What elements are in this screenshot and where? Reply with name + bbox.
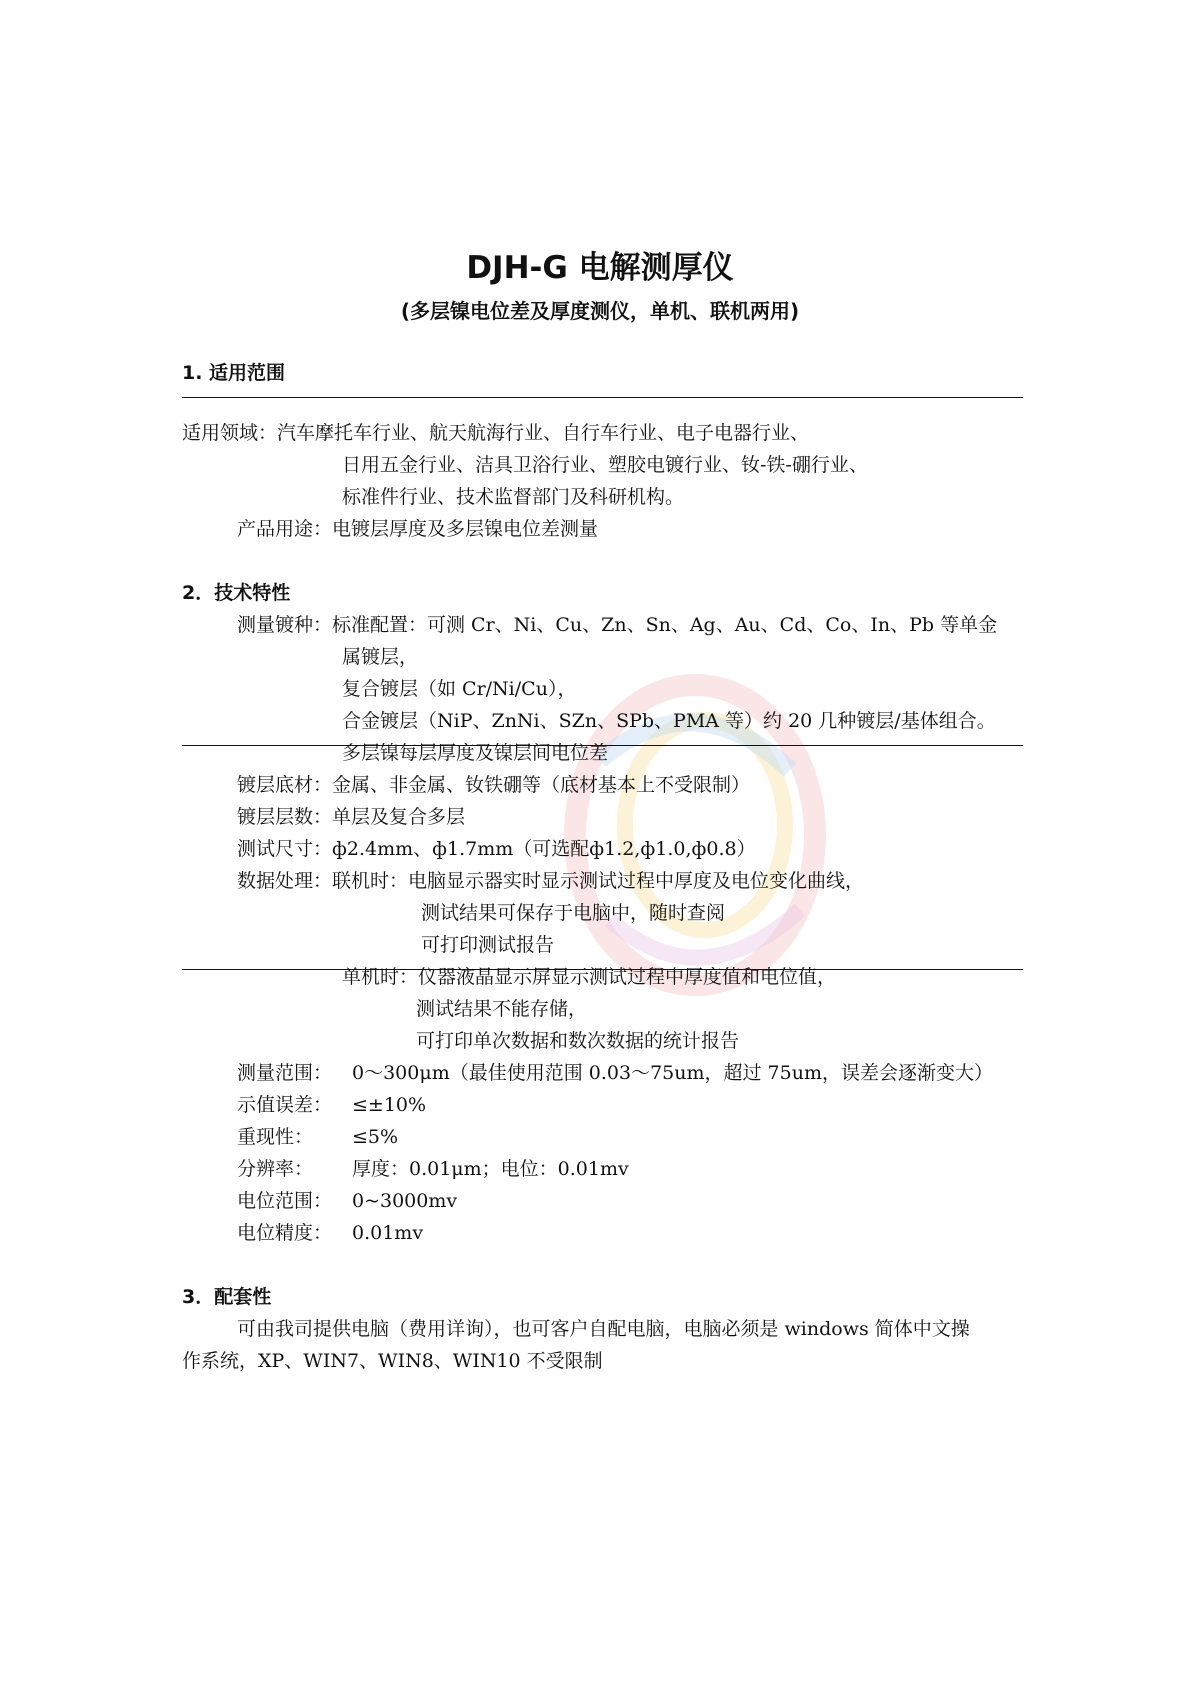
s2-line: 测试尺寸：ф2.4mm、ф1.7mm（可选配ф1.2,ф1.0,ф0.8） xyxy=(237,838,756,860)
spec-value: ≤5% xyxy=(352,1126,399,1148)
s2-line: 镀层底材：金属、非金属、钕铁硼等（底材基本上不受限制） xyxy=(237,774,751,796)
spec-label: 重现性： xyxy=(237,1126,314,1148)
s2-line: 合金镀层（NiP、ZnNi、SZn、SPb、PMA 等）约 20 几种镀层/基体组合。 xyxy=(342,710,996,732)
s1-line: 产品用途：电镀层厚度及多层镍电位差测量 xyxy=(237,518,599,540)
spec-value: 0~3000mv xyxy=(352,1190,458,1212)
s2-line: 测量镀种：标准配置：可测 Cr、Ni、Cu、Zn、Sn、Ag、Au、Cd、Co、In、Pb 等单金 xyxy=(237,614,998,636)
s2-line: 属镀层， xyxy=(342,646,419,668)
spec-label: 电位精度： xyxy=(237,1222,333,1244)
s3-line: 作系统，XP、WIN7、WIN8、WIN10 不受限制 xyxy=(182,1350,603,1372)
s2-line: 可打印测试报告 xyxy=(421,934,555,956)
spec-value: 厚度：0.01μm；电位：0.01mv xyxy=(352,1158,629,1180)
section-1-divider xyxy=(182,397,1023,398)
section-3-heading: 3．配套性 xyxy=(182,1286,272,1308)
s2-line: 单机时：仪器液晶显示屏显示测试过程中厚度值和电位值， xyxy=(342,966,837,988)
page-title: DJH-G 电解测厚仪 xyxy=(466,250,734,286)
section-2-heading: 2．技术特性 xyxy=(182,582,291,604)
s1-line: 日用五金行业、洁具卫浴行业、塑胶电镀行业、钕-铁-硼行业、 xyxy=(342,454,868,476)
spec-label: 测量范围： xyxy=(237,1062,333,1084)
page-subtitle: (多层镍电位差及厚度测仪，单机、联机两用) xyxy=(400,299,800,323)
spec-value: ≤±10% xyxy=(352,1094,427,1116)
s2-line: 镀层层数：单层及复合多层 xyxy=(237,806,466,828)
spec-value: 0～300μm（最佳使用范围 0.03～75um，超过 75um，误差会逐渐变大） xyxy=(352,1062,993,1084)
s2-line: 测试结果可保存于电脑中，随时查阅 xyxy=(421,902,726,924)
spec-label: 分辨率： xyxy=(237,1158,314,1180)
section-1-heading: 1. 适用范围 xyxy=(182,362,286,384)
s1-line: 适用领域：汽车摩托车行业、航天航海行业、自行车行业、电子电器行业、 xyxy=(182,422,810,444)
s2-line: 数据处理：联机时：电脑显示器实时显示测试过程中厚度及电位变化曲线， xyxy=(237,870,865,892)
s2-line: 复合镀层（如 Cr/Ni/Cu）， xyxy=(342,678,577,700)
s1-line: 标准件行业、技术监督部门及科研机构。 xyxy=(342,486,685,508)
spec-label: 电位范围： xyxy=(237,1190,333,1212)
s3-line: 可由我司提供电脑（费用详询），也可客户自配电脑，电脑必须是 windows 简体中文操 xyxy=(237,1318,970,1340)
spec-label: 示值误差： xyxy=(237,1094,333,1116)
s2-line: 多层镍每层厚度及镍层间电位差 xyxy=(342,742,609,764)
s2-line: 可打印单次数据和数次数据的统计报告 xyxy=(416,1030,740,1052)
s2-line: 测试结果不能存储， xyxy=(416,998,588,1020)
spec-value: 0.01mv xyxy=(352,1222,424,1244)
